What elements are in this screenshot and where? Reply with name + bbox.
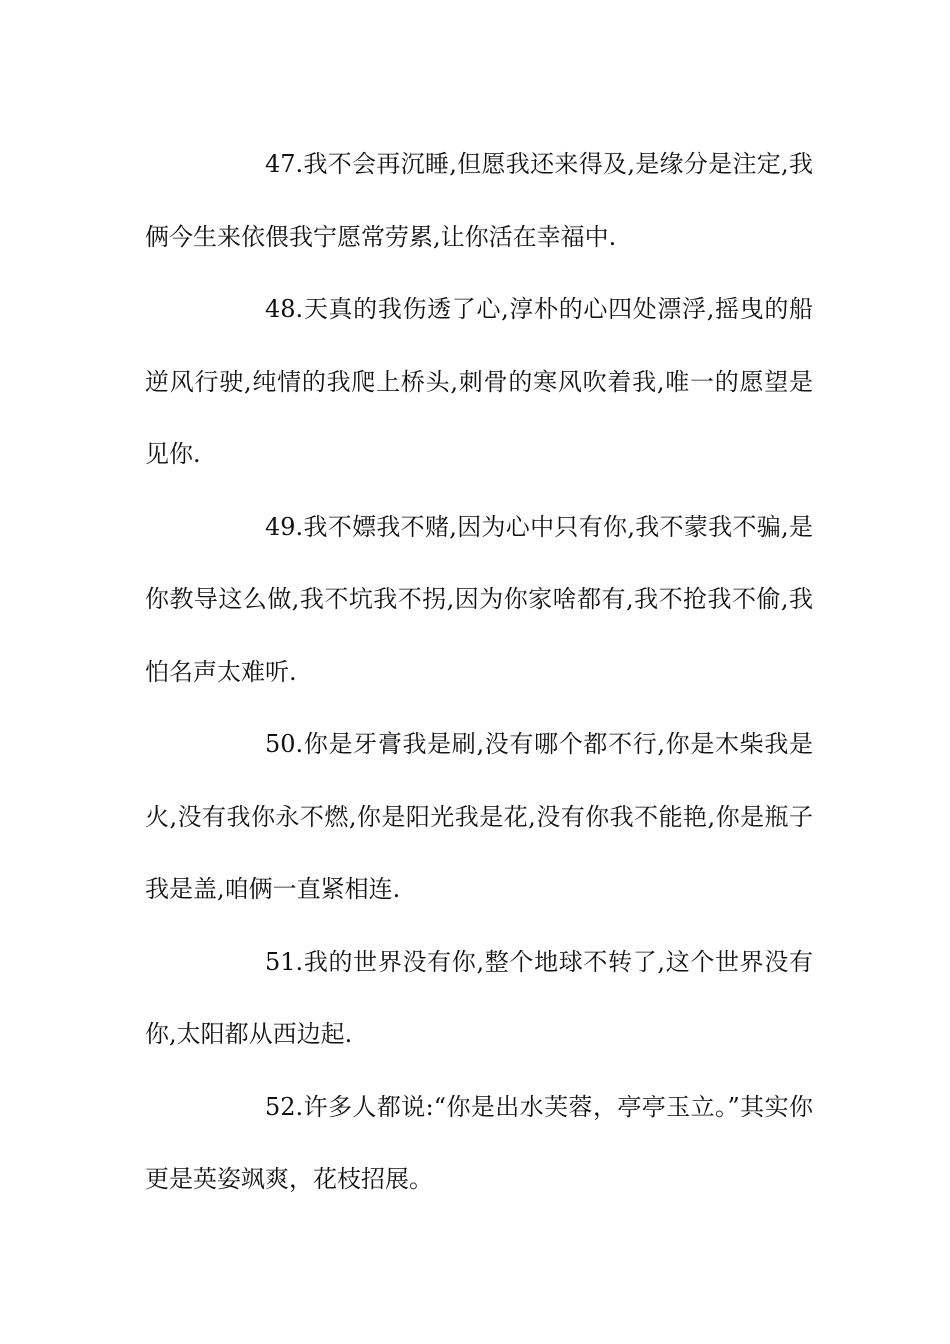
paragraph-49: 49.我不嫖我不赌,因为心中只有你,我不蒙我不骗,是你教导这么做,我不坑我不拐,因为你家啥都有,我不抢我不偷,我怕名声太难听. bbox=[145, 512, 813, 686]
paragraph-47: 47.我不会再沉睡,但愿我还来得及,是缘分是注定,我俩今生来依偎我宁愿常劳累,让你活在幸福中. bbox=[145, 150, 813, 251]
paragraph-48: 48.天真的我伤透了心,淳朴的心四处漂浮,摇曳的船逆风行驶,纯情的我爬上桥头,刺骨的寒风吹着我,唯一的愿望是见你. bbox=[145, 295, 813, 468]
paragraph-50: 50.你是牙膏我是刷,没有哪个都不行,你是木柴我是火,没有我你永不燃,你是阳光我是花,没有你我不能艳,你是瓶子我是盖,咱俩一直紧相连. bbox=[145, 730, 813, 903]
paragraph-52: 52.许多人都说:“你是出水芙蓉，亭亭玉立。”其实你更是英姿飒爽，花枝招展。 bbox=[145, 1092, 813, 1193]
document-body bbox=[145, 128, 813, 1216]
paragraph-51: 51.我的世界没有你,整个地球不转了,这个世界没有你,太阳都从西边起. bbox=[145, 947, 813, 1048]
